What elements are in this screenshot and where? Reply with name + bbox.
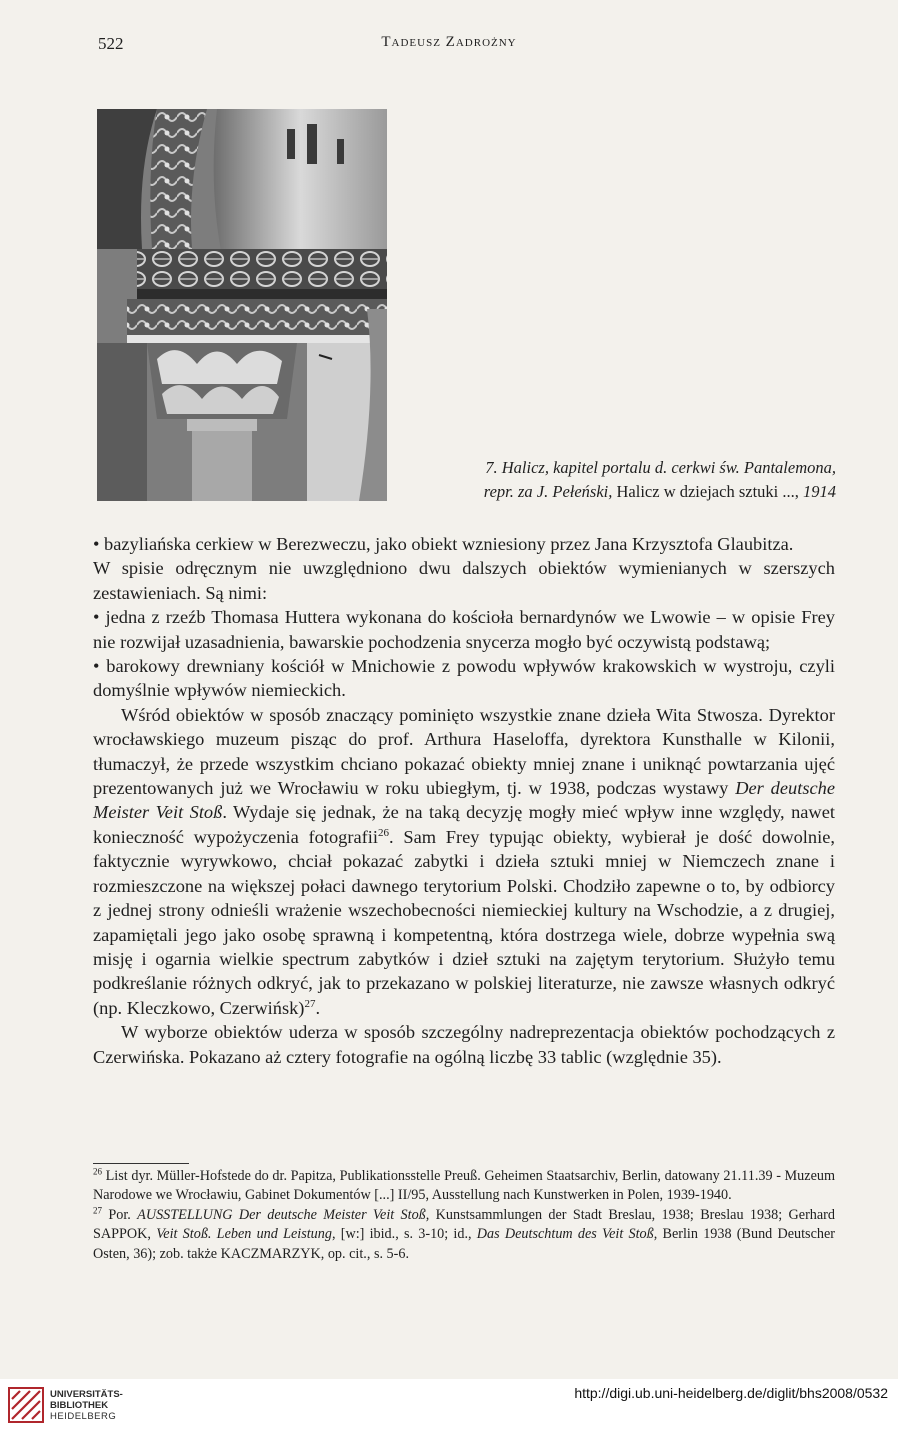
caption-credit: repr. za J. Pełeński, [483,482,613,501]
text-span: Wśród obiektów w sposób znaczący pominięto wszystkie znane dzieła Wita Stwosza. Dyrektor wrocławskiego muzeum pisząc do prof. Arthura Haseloffa, dyrektora Kunsthalle w Kilonii, tłumaczył, że przede wszystkim chciano pokazać obiekty mniej znane i uniknąć powtarzania ujęć prezentowanych już we Wrocławiu w roku ubiegłym, tj. w 1938, podczas wystawy [93,704,835,799]
page-number: 522 [98,34,124,53]
footnote-text: Por. [102,1206,138,1223]
caption-source: Halicz w dziejach sztuki ..., [612,482,803,501]
digitization-footer [0,1379,898,1439]
exhibition-title: Der deutsche Meister Veit Stoß [93,778,835,823]
page-header [0,34,898,58]
footnote-text: , [w:] ibid., s. 3-10; id., [331,1226,477,1243]
text-span: . [315,997,321,1018]
capital-photo-illustration [97,109,387,501]
figure-caption [400,456,836,504]
paragraph: • jedna z rzeźb Thomasa Huttera wykonana do kościoła bernardynów we Lwowie – w opisie Frey nie rozwijał uzasadnienia, bawarskie pochodzenia snycerza mogło być oczywistą podstawą; [93,607,835,652]
footnotes [93,1167,835,1264]
footnote-title: Das Deutschtum des Veit Stoß [476,1226,654,1243]
footnote-divider [93,1163,189,1164]
footnote-text: , Berlin 1938 (Bund Deutscher Osten, 36); zob. także KACZMARZYK, op. cit., s. 5-6. [93,1226,835,1262]
footnote-title: Veit Stoß. Leben und Leistung [156,1226,332,1243]
paragraph: W wyborze obiektów uderza w sposób szczególny nadreprezentacja obiektów pochodzących z Czerwińska. Pokazano aż cztery fotografie na ogólną liczbę 33 tablic (względnie 35). [93,1022,835,1067]
text-span: . Wydaje się jednak, że na taką decyzję mogły mieć wpływ inne względy, nawet konieczność wypożyczenia fotografii [93,802,835,847]
paragraph: • barokowy drewniany kościół w Mnichowie z powodu wpływów krakowskich w wystroju, czyli domyślnie wpływów niemieckich. [93,656,835,701]
footnote-27 [93,1206,835,1264]
library-name-line: UNIVERSITÄTS- [50,1389,123,1400]
running-head: Tadeusz Zadrożny [381,34,517,50]
caption-year: 1914 [803,482,836,501]
footnote-number: 27 [93,1205,102,1216]
main-text [93,532,835,1069]
library-name-line: HEIDELBERG [50,1411,117,1422]
library-logo-icon[interactable] [8,1387,44,1423]
footnote-ref-27[interactable]: 27 [304,997,316,1010]
footnote-title: AUSSTELLUNG Der deutsche Meister Veit Stoß, [137,1206,430,1223]
paragraph: W spisie odręcznym nie uwzględniono dwu dalszych obiektów wymienianych w szerszych zestawieniach. Są nimi: [93,558,835,603]
footnote-text: Kunstsammlungen der Stadt Breslau, 1938; Breslau 1938; Gerhard SAPPOK, [93,1206,836,1243]
library-name[interactable] [50,1389,123,1422]
footnote-number: 26 [93,1166,102,1177]
footnote-text: List dyr. Müller-Hofstede do dr. Papitza, Publikationsstelle Preuß. Geheimen Staatsarchiv, Berlin, datowany 21.11.39 - Muzeum Narodowe we Wrocławiu, Gabinet Dokumentów [...] II/95, Ausstellung nach Kunstwerken in Polen, 1939-1940. [93,1168,835,1204]
text-span: . Sam Frey typując obiekty, wybierał je dość dowolnie, faktycznie wyrywkowo, chciał pokazać zabytki i dzieła sztuki mniej w Niemczech znane i rozmieszczone na większej połaci dawnego terytorium Polski. Chodziło zapewne o to, by odbiorcy z jednej strony odnieśli wrażenie wszechobecności niemieckiej kultury na Wschodzie, a z drugiej, zapamiętali jego jako osobę sprawną i kompetentną, która dostrzega wiele, dobrze wypełnia swą misję i ogarnia wielkie spectrum zabytków i dzieł sztuki na zajętym terytorium. Służyło temu podkreślanie różnych odkryć, jak to przekazano w polskiej literaturze, nie zawsze własnych odkryć (np. Kleczkowo, Czerwińsk) [93,826,835,1018]
library-name-line: BIBLIOTHEK [50,1400,109,1411]
caption-title: 7. Halicz, kapitel portalu d. cerkwi św. Pantalemona, [485,458,836,477]
footnote-26 [93,1167,835,1206]
paragraph [93,703,835,1020]
source-url-link[interactable]: http://digi.ub.uni-heidelberg.de/diglit/bhs2008/0532 [574,1385,888,1401]
paragraph: • bazyliańska cerkiew w Berezweczu, jako obiekt wzniesiony przez Jana Krzysztofa Glaubitza. [93,534,794,554]
footnote-ref-26[interactable]: 26 [378,826,390,839]
figure-photo-capital [97,109,387,501]
